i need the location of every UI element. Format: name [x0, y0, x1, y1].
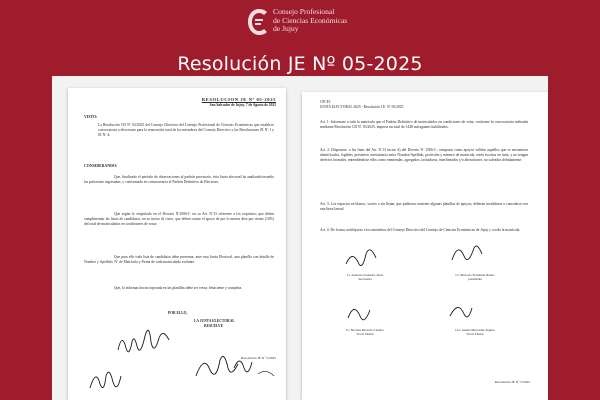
signatory-1-role: Secretario	[358, 277, 372, 282]
article-2: Art. 2: Disponese, a los fines del Art. Nº13 inciso d) del Decreto Nº 2506-C, computar como apoyos válidos aquellos que se encuentren identificados, legibles, presenten consistencia entre Nombre/Apellido, profesión y número de matrícula, estén escritos en tinta, y no tengan defectos formales, entendiéndose ellos como enmiendas, agregados, tachaduras, interlineados y/o alteraciones, no salvados debidamente.	[320, 148, 528, 163]
signatory-3	[330, 328, 400, 337]
resolution-page-1	[68, 88, 286, 400]
article-1: Art. 1: Informase a toda la matrícula que el Padrón Definitivo de matriculados en condiciones de votar, conforme la convocatoria realizada mediante Resolución CD Nº 03/2025, importa un total de 1448 sufragantes habilitados.	[320, 120, 528, 130]
signatory-3-name: Cr. Nicolás Ricardo Caneiro	[345, 328, 385, 332]
resolution-page-2	[302, 92, 548, 400]
signatory-1	[330, 273, 400, 282]
footer-line-1: LA JUNTA ELECTORAL	[194, 319, 235, 323]
article-4: Art. 4: De forma, notifíquese a los miembros del Consejo Directivo del Consejo de Ciencias Económicas de Jujuy y a toda la matrícula.	[320, 228, 521, 232]
resolution-date: San Salvador de Jujuy, 7 de Agosto de 2025	[209, 103, 276, 107]
por-ello: POR ELLO,	[168, 311, 188, 315]
considerando-paragraph-3: Que para ello toda lista de candidatos debe presentar, ante esta Junta Electoral, una planilla con detalle de Nombre y Apellido, Nº de Matrícula y Firma de cada matriculado avalante.	[84, 255, 274, 265]
org-name-line-1: Consejo Profesional	[273, 7, 335, 16]
org-name-line-3: de Jujuy	[273, 24, 299, 34]
page-title: Resolución JE Nº 05-2025	[177, 53, 423, 75]
resolution-stamp-2: Resolución JE Nº 5/2025	[494, 380, 530, 384]
handwritten-signatures-left	[68, 88, 286, 400]
signatory-4-name: Cra. Analía Mercedes Segura	[455, 328, 495, 332]
signatory-2-role: presidente	[468, 277, 482, 282]
document-image-card	[52, 76, 548, 400]
signatory-2-name: Cr. Marcelo Fernando Rabes	[455, 273, 495, 277]
signatory-1-name: Cr. Antonio Lisandro Jerez	[346, 273, 384, 277]
cpce-jujuy-logo-icon[interactable]	[246, 7, 272, 37]
article-3: Art. 3: Los espacios en blanco, vacíos o sin llenar, que pudieran contener algunas planillas de apoyos, deberán invalidarse o cancelarse con una línea lateral.	[320, 202, 528, 212]
signatory-3-role: Vocal Titular	[356, 332, 374, 337]
signatory-4	[440, 328, 510, 337]
footer-line-2: RESUELVE	[204, 324, 224, 328]
considerando-paragraph-1: Que, finalizado el período de observaciones al padrón provisorio, ésta Junta electoral ha analizado/resuelto las peticiones ingresadas, y conformado en consecuencia el Padrón Definitivo de Electores.	[84, 175, 274, 185]
considerando-paragraph-4: Que, la información incorporada en las planillas debe ser veraz, fehaciente y completa.	[114, 286, 243, 290]
considerando-paragraph-2: Que según lo estipulado en el Decreto Nº2506-C en su Art. Nº13 referente a los requisitos que deben cumplimentar las listas de candidatos, en su inciso d) cinco, que deben contar el apoyo de por lo menos diez por ciento (10%) del total de matriculados en condiciones de votar;	[84, 212, 274, 227]
resolution-stamp: Resolución JE Nº 5/2025	[240, 356, 276, 360]
page-2-header-line-1: CPCEJ	[320, 100, 331, 104]
org-name-line-2: de Ciencias Económicas	[273, 15, 348, 25]
visto-text: La Resolución CD Nº 03/2025 del Consejo Directivo del Consejo Profesional de Ciencias Económicas que establece convocatoria a elecciones para la renovación total de los miembros del Consejo Directivo y las Resoluciones JE Nº 1 y JE Nº 4;	[98, 123, 274, 138]
considerando-heading: CONSIDERANDO:	[84, 164, 118, 168]
page-2-header-line-2: JUNTA ELECTORAL 2025 - Resolución J.E. Nº 05/2025	[320, 104, 404, 109]
resolution-title: RESOLUCION JE Nº 05-2025	[201, 97, 276, 102]
org-name	[273, 8, 347, 34]
signatory-4-role: Vocal Titular	[466, 332, 484, 337]
site-header	[0, 0, 600, 44]
visto-heading: VISTO:	[84, 115, 98, 119]
signatory-2	[440, 273, 510, 282]
handwritten-signatures-right	[302, 92, 548, 400]
